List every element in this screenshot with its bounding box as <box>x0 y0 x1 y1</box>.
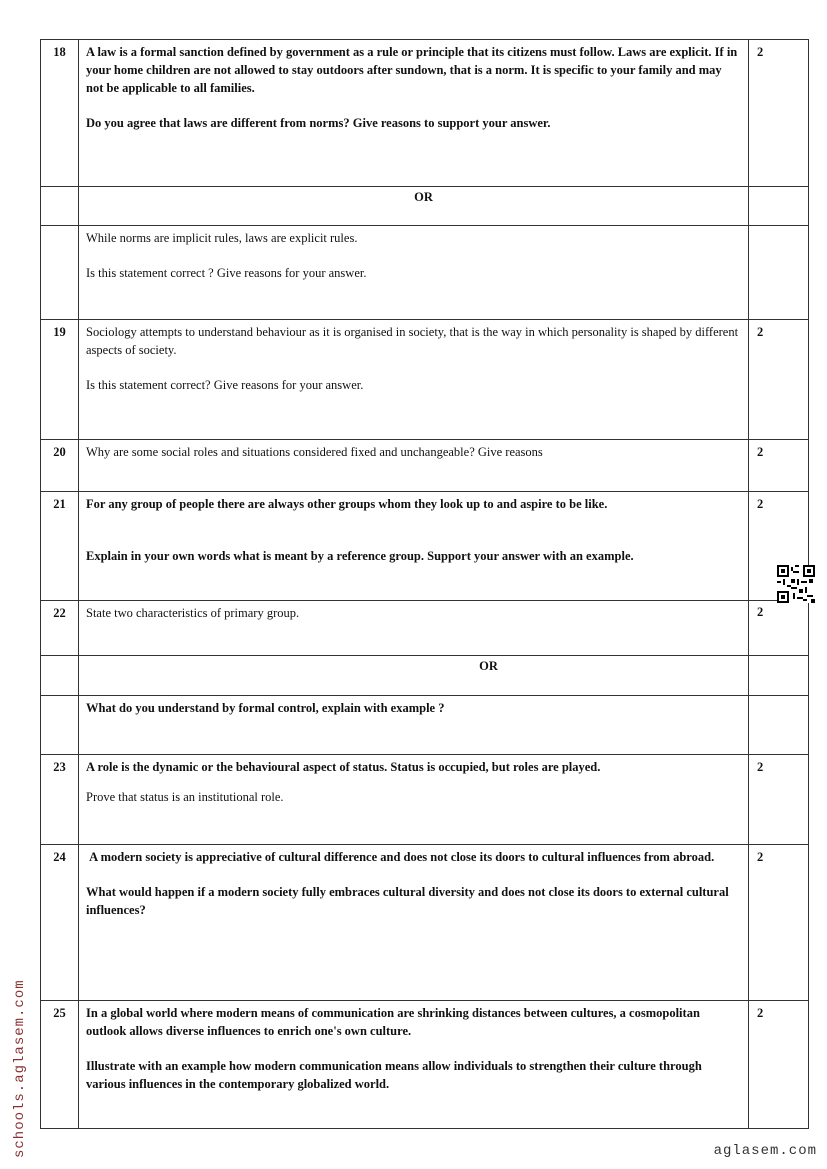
qr-code-icon <box>777 565 815 603</box>
question-text: A law is a formal sanction defined by government as a rule or principle that its citizens must follow. Laws are explicit. If in your home children are not allowed to stay outdoors after sundown, that is a norm. It is specific to your family and may not be applicable to all families. <box>86 45 738 95</box>
question-row <box>41 696 809 755</box>
question-prompt: What would happen if a modern society fully embraces cultural diversity and does not close its doors to external cultural influences? <box>86 885 729 917</box>
question-row <box>41 226 809 320</box>
question-row <box>41 492 809 601</box>
question-row <box>41 601 809 656</box>
marks: 2 <box>757 445 764 459</box>
question-row <box>41 320 809 440</box>
marks: 2 <box>757 497 764 511</box>
marks: 2 <box>757 760 764 774</box>
question-number: 20 <box>53 445 66 459</box>
or-label: OR <box>414 190 433 204</box>
question-row <box>41 755 809 845</box>
question-text: State two characteristics of primary group. <box>86 606 300 620</box>
side-watermark: schools.aglasem.com <box>12 979 28 1158</box>
marks: 2 <box>757 325 764 339</box>
question-prompt: Illustrate with an example how modern communication means allow individuals to strengthen their culture through various influences in the contemporary globalized world. <box>86 1059 702 1091</box>
marks: 2 <box>757 850 764 864</box>
question-number: 25 <box>53 1006 66 1020</box>
question-number: 23 <box>53 760 66 774</box>
question-number: 21 <box>53 497 66 511</box>
question-row <box>41 440 809 492</box>
question-prompt: Do you agree that laws are different from norms? Give reasons to support your answer. <box>86 116 551 130</box>
question-number: 24 <box>53 850 66 864</box>
question-text: For any group of people there are always other groups whom they look up to and aspire to be like. <box>86 497 608 511</box>
question-text: While norms are implicit rules, laws are explicit rules. <box>86 231 358 245</box>
footer-watermark: aglasem.com <box>713 1143 817 1159</box>
question-text: Why are some social roles and situations considered fixed and unchangeable? Give reasons <box>86 445 543 459</box>
question-row <box>41 1001 809 1129</box>
question-number: 22 <box>53 606 66 620</box>
or-label: OR <box>479 659 498 673</box>
marks: 2 <box>757 45 764 59</box>
question-text: In a global world where modern means of communication are shrinking distances between cultures, a cosmopolitan outlook allows diverse influences to enrich one's own culture. <box>86 1006 700 1038</box>
question-prompt: Prove that status is an institutional role. <box>86 790 284 804</box>
question-number: 18 <box>53 45 66 59</box>
question-number: 19 <box>53 325 66 339</box>
question-row <box>41 845 809 1001</box>
question-prompt: Is this statement correct ? Give reasons for your answer. <box>86 266 367 280</box>
or-row <box>41 656 809 696</box>
question-text: A role is the dynamic or the behavioural aspect of status. Status is occupied, but roles are played. <box>86 760 601 774</box>
question-text: What do you understand by formal control, explain with example ? <box>86 701 445 715</box>
marks: 2 <box>757 605 764 619</box>
question-row <box>41 40 809 187</box>
question-prompt: Explain in your own words what is meant by a reference group. Support your answer with an example. <box>86 549 634 563</box>
question-prompt: Is this statement correct? Give reasons for your answer. <box>86 378 364 392</box>
or-row <box>41 187 809 226</box>
marks: 2 <box>757 1006 764 1020</box>
question-text: A modern society is appreciative of cultural difference and does not close its doors to cultural influences from abroad. <box>86 850 715 864</box>
question-text: Sociology attempts to understand behaviour as it is organised in society, that is the way in which personality is shaped by different aspects of society. <box>86 325 739 357</box>
question-table <box>40 39 809 1129</box>
